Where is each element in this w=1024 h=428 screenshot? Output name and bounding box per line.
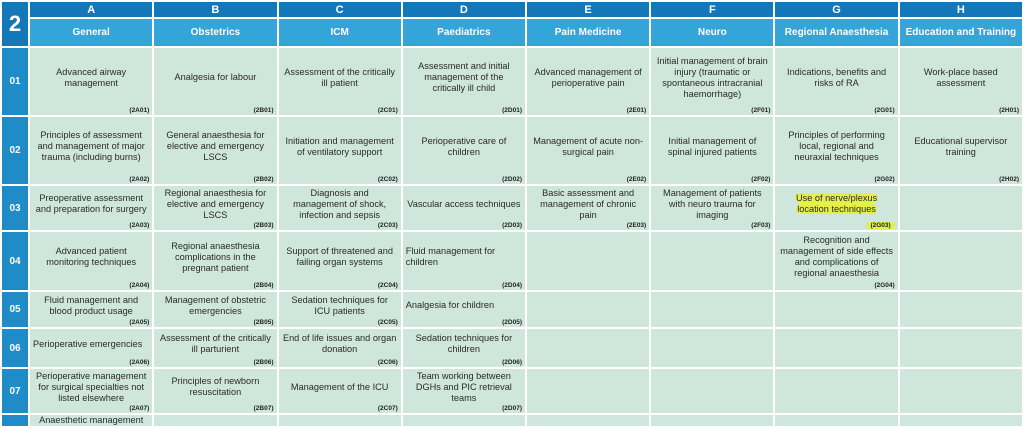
cell-text: Initial management of spinal injured patients (667, 135, 757, 157)
grid-cell (30, 415, 152, 426)
cell-code: (2B04) (253, 282, 274, 289)
cell-text (651, 386, 773, 396)
row-label: 05 (2, 292, 28, 327)
cell-text: Assessment and initial management of the critically ill child (418, 61, 510, 93)
cell-code: (2A04) (129, 282, 150, 289)
grid-cell (279, 186, 401, 230)
table-row (2, 415, 1022, 426)
cell-text (775, 386, 897, 396)
cell-text: Principles of performing local, regional and neuraxial techniques (788, 130, 885, 162)
grid-cell (279, 329, 401, 367)
cell-text: Preoperative assessment and preparation for surgery (35, 193, 147, 214)
cell-text: Assessment of the critically ill parturient (159, 333, 271, 354)
cell-text: Initial management of brain injury (traumatic or spontaneous intracranial haemorrhage) (656, 55, 768, 99)
grid-cell (30, 186, 152, 230)
row-label: 01 (2, 48, 28, 115)
cell-code: (2A05) (129, 319, 150, 326)
grid-cell (279, 415, 401, 426)
table-number: 2 (2, 2, 28, 46)
cell-code: (2E02) (626, 176, 647, 183)
grid-cell (775, 117, 897, 184)
cell-text: Work-place based assessment (923, 66, 998, 88)
grid-cell (527, 48, 649, 115)
domain-header: Paediatrics (403, 19, 525, 46)
cell-text: Principles of newborn resuscitation (171, 376, 260, 397)
grid-cell (154, 186, 276, 230)
grid-cell (154, 329, 276, 367)
grid-cell (775, 369, 897, 413)
row-label: 04 (2, 232, 28, 290)
cell-text: Management of patients with neuro trauma for imaging (663, 187, 762, 220)
cell-code: (2C06) (377, 359, 398, 366)
cell-text: Recognition and management of side effects and complications of regional anaesthesia (780, 235, 893, 278)
column-letter: D (403, 2, 525, 17)
cell-code: (2D06) (502, 359, 522, 366)
cell-text: Advanced patient monitoring techniques (46, 246, 137, 267)
cell-text: Perioperative emergencies (33, 338, 143, 349)
cell-text: Initiation and management of ventilatory support (285, 135, 394, 157)
column-letter: B (154, 2, 276, 17)
cell-code: (2B05) (253, 319, 274, 326)
cell-text: Management of obstetric emergencies (164, 294, 266, 316)
grid-cell (30, 48, 152, 115)
grid-cell (527, 329, 649, 367)
grid-cell (651, 232, 773, 290)
grid-cell (651, 186, 773, 230)
grid-cell (527, 415, 649, 426)
cell-text: Sedation techniques for children (415, 333, 513, 354)
cell-text: Advanced management of perioperative pain (534, 66, 642, 88)
grid-cell (527, 117, 649, 184)
grid-cell (403, 292, 525, 327)
grid-cell (403, 329, 525, 367)
row-label: 06 (2, 329, 28, 367)
table-row (2, 232, 1022, 290)
cell-text (775, 343, 897, 353)
grid-cell (279, 232, 401, 290)
cell-text: Basic assessment and management of chronic pain (540, 187, 637, 220)
cell-code: (2C04) (377, 282, 398, 289)
cell-code: (2D07) (502, 405, 522, 412)
cell-code: (2D04) (502, 282, 522, 289)
cell-code: (2F02) (751, 176, 771, 183)
cell-text (900, 256, 1022, 266)
grid-cell (403, 117, 525, 184)
grid-cell (154, 48, 276, 115)
cell-code: (2C07) (377, 405, 398, 412)
grid-cell (403, 415, 525, 426)
grid-cell (651, 415, 773, 426)
column-letter: A (30, 2, 152, 17)
grid-cell (30, 329, 152, 367)
cell-code: (2E01) (626, 107, 647, 114)
cell-text: Management of the ICU (290, 381, 389, 392)
grid-cell (900, 232, 1022, 290)
cell-text (527, 256, 649, 266)
domain-header: Neuro (651, 19, 773, 46)
cell-code: (2A06) (129, 359, 150, 366)
cell-code: (2B07) (253, 405, 274, 412)
cell-text: Diagnosis and management of shock, infection and sepsis (293, 187, 387, 220)
cell-text: Indications, benefits and risks of RA (787, 66, 887, 88)
cell-code: (2G03) (866, 222, 894, 229)
cell-text (651, 305, 773, 315)
cell-text: Perioperative management for surgical specialties not listed elsewhere (36, 370, 147, 403)
grid-cell (30, 369, 152, 413)
cell-text (651, 256, 773, 266)
grid-cell (651, 329, 773, 367)
domain-header-row (2, 19, 1022, 46)
grid-cell (775, 232, 897, 290)
column-letter: G (775, 2, 897, 17)
row-label: 02 (2, 117, 28, 184)
cell-text (900, 386, 1022, 396)
grid-cell (154, 292, 276, 327)
cell-text: Principles of assessment and management of major trauma (including burns) (37, 130, 145, 162)
grid-cell-highlighted (775, 186, 897, 230)
cell-code: (2A02) (129, 176, 150, 183)
grid-cell (900, 292, 1022, 327)
grid-cell (154, 232, 276, 290)
grid-cell (900, 117, 1022, 184)
grid-cell (900, 186, 1022, 230)
cell-text: Advanced airway management (56, 66, 127, 88)
table-row (2, 186, 1022, 230)
table-row (2, 292, 1022, 327)
cell-code: (2G02) (874, 176, 895, 183)
column-letter: E (527, 2, 649, 17)
grid-cell (30, 117, 152, 184)
cell-text: Fluid management and blood product usage (44, 294, 139, 316)
grid-cell (651, 292, 773, 327)
grid-cell (403, 186, 525, 230)
cell-text: Fluid management for children (405, 246, 496, 267)
cell-code: (2C03) (377, 222, 398, 229)
cell-code: (2G01) (874, 107, 895, 114)
grid-cell (30, 232, 152, 290)
cell-text (527, 305, 649, 315)
grid-cell (775, 48, 897, 115)
highlighted-text: Use of nerve/plexus location techniques (795, 193, 878, 214)
cell-code: (2C05) (377, 319, 398, 326)
cell-code: (2D02) (502, 176, 522, 183)
cell-text: Perioperative care of children (421, 135, 507, 157)
grid-cell (651, 48, 773, 115)
table-row (2, 329, 1022, 367)
cell-text (527, 343, 649, 353)
cell-code: (2B06) (253, 359, 274, 366)
cell-text: General anaesthesia for elective and emergency LSCS (166, 130, 265, 162)
grid-cell (527, 232, 649, 290)
domain-header: General (30, 19, 152, 46)
cell-text: Regional anaesthesia complications in the pregnant patient (171, 240, 260, 273)
grid-cell (900, 48, 1022, 115)
domain-header: Regional Anaesthesia (775, 19, 897, 46)
cell-code: (2C02) (377, 176, 398, 183)
grid-cell (154, 415, 276, 426)
cell-text: Regional anaesthesia for elective and emergency LSCS (164, 187, 267, 220)
table-row (2, 48, 1022, 115)
cell-text: Management of acute non-surgical pain (533, 135, 643, 157)
grid-cell (527, 369, 649, 413)
grid-cell (651, 369, 773, 413)
grid-cell (403, 369, 525, 413)
cell-text (900, 203, 1022, 213)
table-row (2, 117, 1022, 184)
cell-code: (2F03) (751, 222, 771, 229)
cell-text: Educational supervisor training (914, 135, 1008, 157)
grid-cell (279, 48, 401, 115)
cell-text: Vascular access techniques (407, 198, 521, 209)
cell-code: (2H02) (999, 176, 1019, 183)
row-label (2, 415, 28, 426)
cell-code: (2H01) (999, 107, 1019, 114)
grid-cell (154, 117, 276, 184)
grid-cell (279, 369, 401, 413)
grid-cell (279, 292, 401, 327)
cell-code: (2A03) (129, 222, 150, 229)
cell-text: Analgesia for children (405, 300, 495, 310)
column-letter-row (2, 2, 1022, 17)
cell-code: (2D05) (502, 319, 522, 326)
grid-cell (900, 369, 1022, 413)
grid-cell (775, 415, 897, 426)
cell-text (900, 305, 1022, 315)
cell-text: Team working between DGHs and PIC retrieval teams (415, 370, 512, 403)
grid-cell (775, 329, 897, 367)
domain-header: ICM (279, 19, 401, 46)
cell-text: End of life issues and organ donation (282, 333, 397, 354)
cell-text (651, 343, 773, 353)
grid-cell (527, 186, 649, 230)
cell-code: (2E03) (626, 222, 647, 229)
cell-text: Sedation techniques for ICU patients (291, 294, 388, 316)
grid-cell (403, 232, 525, 290)
cell-text (775, 192, 897, 224)
cell-code: (2D03) (502, 222, 522, 229)
domain-header: Education and Training (900, 19, 1022, 46)
cell-code: (2A07) (129, 405, 150, 412)
column-letter: H (900, 2, 1022, 17)
cell-code: (2F01) (751, 107, 771, 114)
cell-code: (2A01) (129, 107, 150, 114)
cell-text (775, 305, 897, 315)
domain-header: Pain Medicine (527, 19, 649, 46)
cell-code: (2D01) (502, 107, 522, 114)
grid-cell (279, 117, 401, 184)
row-label: 03 (2, 186, 28, 230)
cell-text: Analgesia for labour (174, 72, 257, 82)
grid-cell (403, 48, 525, 115)
cell-text (900, 343, 1022, 353)
column-letter: F (651, 2, 773, 17)
grid-cell (527, 292, 649, 327)
cell-code: (2G04) (874, 282, 895, 289)
cell-code: (2B01) (253, 107, 274, 114)
cell-code: (2C01) (377, 107, 398, 114)
cell-text: Support of threatened and failing organ systems (286, 246, 394, 267)
column-letter: C (279, 2, 401, 17)
cell-code: (2B03) (253, 222, 274, 229)
grid-cell (900, 329, 1022, 367)
domain-header: Obstetrics (154, 19, 276, 46)
cell-text: Assessment of the critically ill patient (284, 66, 396, 88)
cell-code: (2B02) (253, 176, 274, 183)
grid-cell (775, 292, 897, 327)
grid-cell (30, 292, 152, 327)
grid-cell (154, 369, 276, 413)
cell-text: Anaesthetic management (39, 415, 144, 425)
grid-cell (651, 117, 773, 184)
grid-cell (900, 415, 1022, 426)
cell-text (527, 386, 649, 396)
row-label: 07 (2, 369, 28, 413)
table-row (2, 369, 1022, 413)
